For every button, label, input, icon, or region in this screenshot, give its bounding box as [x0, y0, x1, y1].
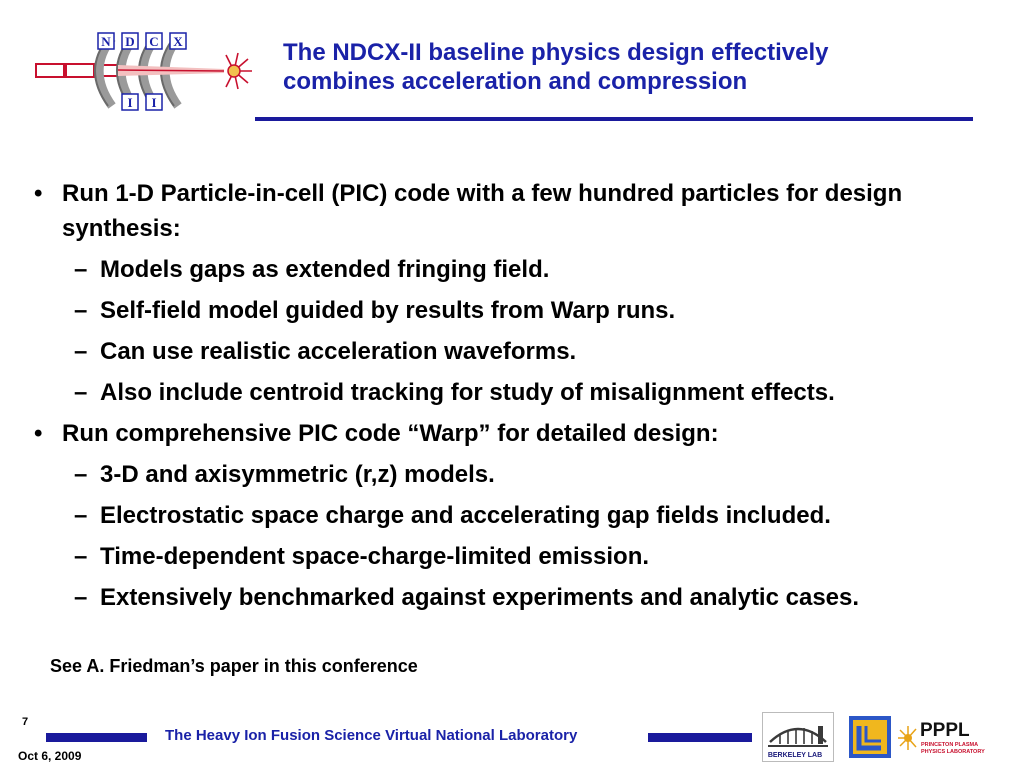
sub-bullet-text: Also include centroid tracking for study of misalignment effects.: [100, 379, 835, 406]
sub-bullet-text: Self-field model guided by results from Warp runs.: [100, 297, 676, 324]
pppl-subtitle-2: PHYSICS LABORATORY: [921, 749, 985, 755]
sub-bullet-marker: –: [74, 543, 88, 570]
slide-title: [283, 38, 983, 96]
logo-letter-d: D: [125, 34, 135, 49]
sub-bullet-marker: –: [74, 338, 88, 365]
slide-title-line-2: combines acceleration and compression: [283, 68, 748, 95]
footer-lab-name: The Heavy Ion Fusion Science Virtual National Laboratory: [165, 727, 578, 744]
sub-bullet-marker: –: [74, 584, 88, 611]
sub-bullet-text: Models gaps as extended fringing field.: [100, 256, 550, 283]
berkeley-lab-logo: [762, 712, 834, 762]
footer-bar-right: [648, 733, 752, 742]
sub-bullet-item: [34, 498, 994, 533]
ndcx-ii-logo: [34, 30, 254, 114]
pppl-subtitle-1: PRINCETON PLASMA: [921, 742, 979, 748]
sub-bullet-item: [34, 375, 994, 410]
bullet-item: [34, 176, 994, 246]
lab-seal-logo: [849, 716, 891, 758]
sub-bullet-item: [34, 457, 994, 492]
bullet-text: Run 1-D Particle-in-cell (PIC) code with a few hundred particles for design synthesis:: [62, 180, 903, 242]
pppl-logo: [896, 712, 990, 762]
sub-bullet-item: [34, 334, 994, 369]
sub-bullet-marker: –: [74, 502, 88, 529]
bullet-text: Run comprehensive PIC code “Warp” for detailed design:: [62, 420, 719, 447]
sub-bullet-text: Electrostatic space charge and accelerating gap fields included.: [100, 502, 831, 529]
logo-letter-c: C: [149, 34, 159, 49]
sub-bullet-text: Time-dependent space-charge-limited emission.: [100, 543, 650, 570]
slide-date: Oct 6, 2009: [18, 749, 82, 763]
bullet-marker: •: [34, 180, 43, 207]
pppl-label: PPPL: [920, 720, 970, 741]
sub-bullet-marker: –: [74, 379, 88, 406]
sub-bullet-text: Extensively benchmarked against experiments and analytic cases.: [100, 584, 860, 611]
footer-bar-left: [46, 733, 147, 742]
logo-letter-x: X: [173, 34, 183, 49]
title-divider: [255, 117, 973, 121]
sub-bullet-item: [34, 539, 994, 574]
logo-letter-n: N: [101, 34, 111, 49]
logo-letter-i2: I: [151, 95, 157, 110]
bullet-item: [34, 416, 994, 451]
logo-letter-i1: I: [127, 95, 133, 110]
sub-bullet-item: [34, 252, 994, 287]
sub-bullet-text: 3-D and axisymmetric (r,z) models.: [100, 461, 495, 488]
sub-bullet-marker: –: [74, 256, 88, 283]
slide-number: 7: [22, 716, 29, 728]
bullet-list: [34, 176, 994, 621]
slide-title-line-1: The NDCX-II baseline physics design effectively: [283, 39, 829, 66]
sub-bullet-item: [34, 293, 994, 328]
sub-bullet-item: [34, 580, 994, 615]
sub-bullet-text: Can use realistic acceleration waveforms.: [100, 338, 577, 365]
reference-note: See A. Friedman’s paper in this conference: [50, 656, 418, 676]
sub-bullet-marker: –: [74, 461, 88, 488]
bullet-marker: •: [34, 420, 43, 447]
sub-bullet-marker: –: [74, 297, 88, 324]
berkeley-lab-label: BERKELEY LAB: [767, 752, 823, 759]
